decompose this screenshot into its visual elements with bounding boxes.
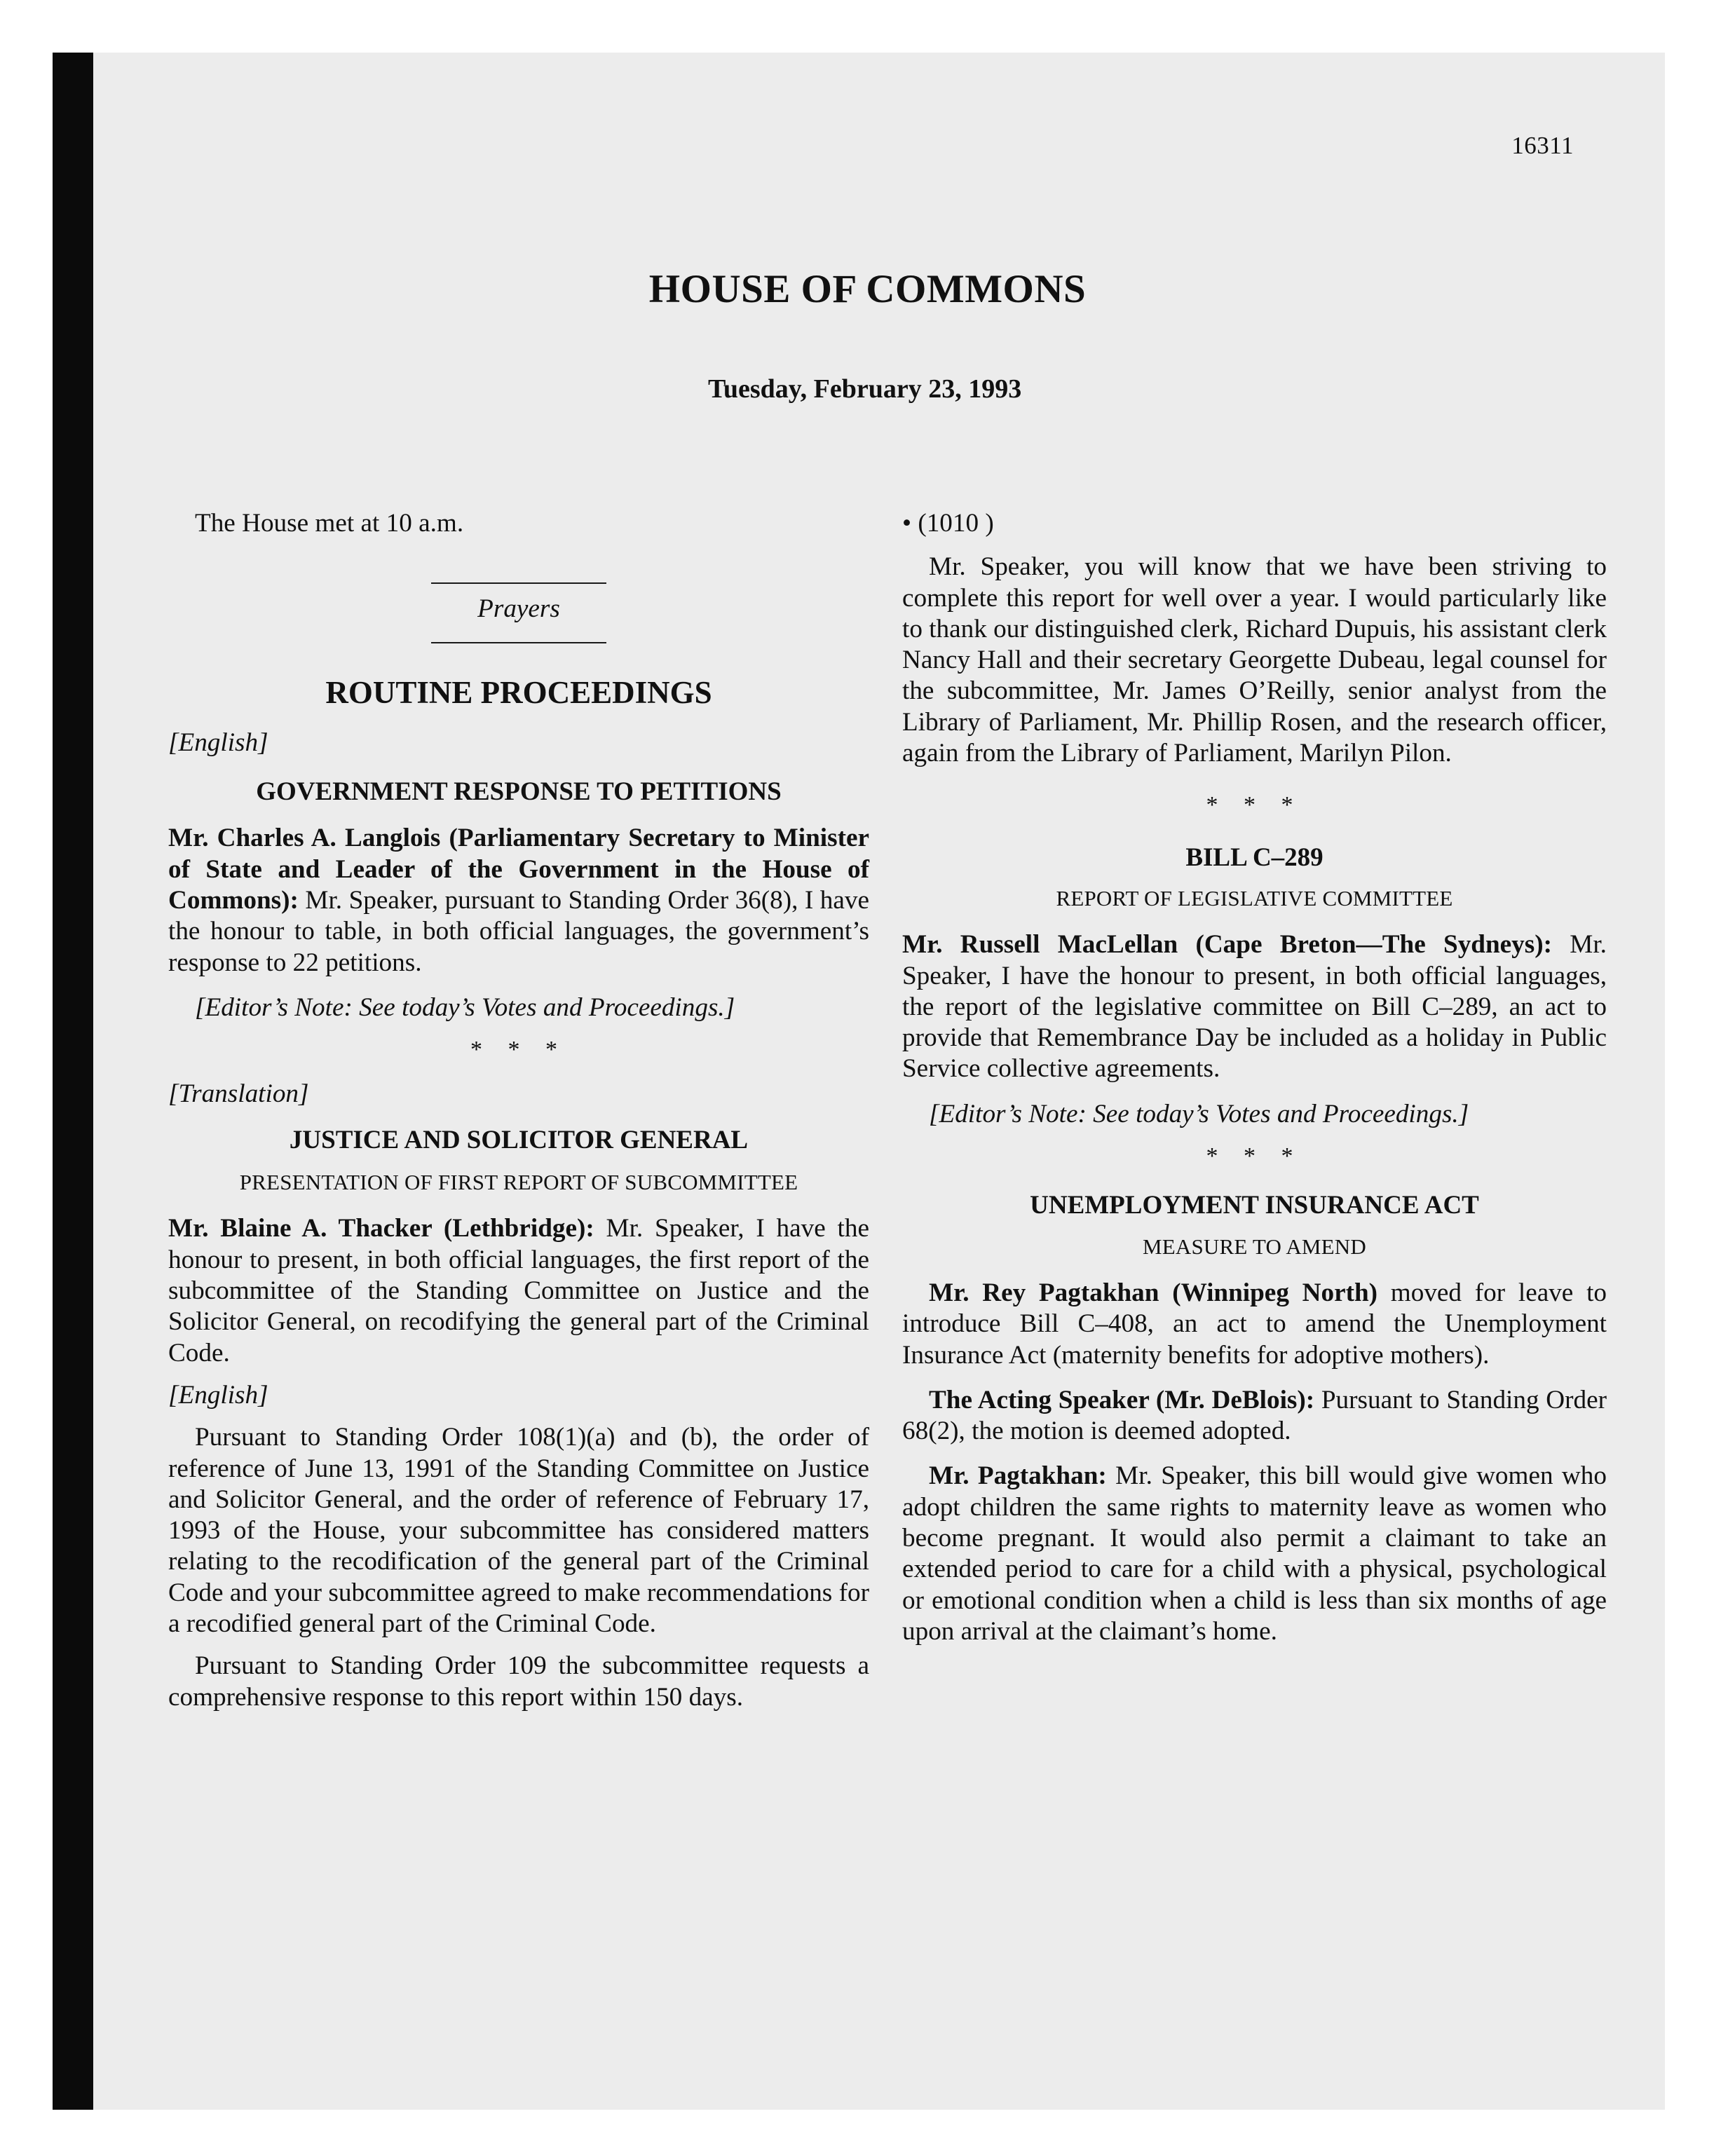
divider-rule	[431, 582, 606, 584]
page-title: HOUSE OF COMMONS	[648, 267, 1087, 311]
language-marker: [English]	[168, 728, 268, 757]
editors-note: [Editor’s Note: See today’s Votes and Proceedings.]	[195, 992, 735, 1022]
maclellan-statement	[902, 929, 1607, 1084]
language-marker: [Translation]	[168, 1079, 309, 1108]
left-column	[168, 508, 869, 1713]
speaker-name: The Acting Speaker (Mr. DeBlois):	[929, 1385, 1315, 1414]
pagtakhan-statement	[902, 1461, 1607, 1647]
statement-text: Mr. Speaker, I have the honour to present, in both official languages, the report of the legislative committee on Bill C–289, an act to provide that Remembrance Day be included as a holiday in Public Service collective agreements.	[902, 930, 1607, 1084]
speaker-name: Mr. Rey Pagtakhan (Winnipeg North)	[929, 1278, 1378, 1307]
report-paragraph: Pursuant to Standing Order 108(1)(a) and (b), the order of reference of June 13, 1991 of the Standing Committee on Justice and Solicitor General, and the order of reference of February 17, 1993 of the House, your subcommittee has considered matters relating to the recodification of the general part of the Criminal Code and your subcommittee agreed to make recommendations for a recodified general part of the Criminal Code.	[168, 1423, 869, 1639]
thacker-statement	[168, 1213, 869, 1368]
speaker-name: Mr. Charles A. Langlois (Parliamentary Secretary to Minister of State and Leader of the Government in the House of Commons):	[168, 824, 869, 915]
speaker-name: Mr. Russell MacLellan (Cape Breton—The Sydneys):	[902, 930, 1552, 960]
bill-subheading: REPORT OF LEGISLATIVE COMMITTEE	[1056, 885, 1453, 910]
petitions-statement	[168, 823, 869, 978]
bill-heading: BILL C–289	[1185, 842, 1324, 872]
timestamp: • (1010 )	[902, 509, 994, 538]
right-column	[902, 508, 1607, 1647]
section-separator: * * *	[1206, 792, 1303, 819]
page-number: 16311	[1511, 132, 1574, 159]
petitions-heading: GOVERNMENT RESPONSE TO PETITIONS	[256, 777, 782, 807]
divider-rule	[431, 642, 606, 643]
section-separator: * * *	[470, 1037, 567, 1063]
ui-act-subheading: MEASURE TO AMEND	[1143, 1234, 1366, 1259]
statement-text: Mr. Speaker, this bill would give women who adopt children the same rights to maternity leave as women who become pregnant. It would also permit a claimant to take an extended period to care for a child with a physical, psychological or emotional condition when a child is less than six months of age upon arrival at the claimant’s home.	[902, 1461, 1607, 1646]
scan-edge-shadow	[53, 53, 93, 2110]
routine-proceedings-heading: ROUTINE PROCEEDINGS	[325, 674, 712, 710]
ui-act-heading: UNEMPLOYMENT INSURANCE ACT	[1030, 1191, 1479, 1220]
opening-line: The House met at 10 a.m.	[195, 509, 464, 538]
pagtakhan-motion	[902, 1278, 1607, 1371]
report-paragraph: Pursuant to Standing Order 109 the subcommittee requests a comprehensive response to this report within 150 days.	[168, 1651, 869, 1712]
justice-heading: JUSTICE AND SOLICITOR GENERAL	[289, 1125, 749, 1154]
statement-text: Pursuant to Standing Order 68(2), the motion is deemed adopted.	[902, 1385, 1607, 1446]
statement-text: moved for leave to introduce Bill C–408, an act to amend the Unemployment Insurance Act (maternity benefits for adoptive mothers).	[902, 1278, 1607, 1370]
speaker-name: Mr. Pagtakhan:	[929, 1461, 1107, 1491]
section-separator: * * *	[1206, 1143, 1303, 1170]
acting-speaker-statement	[902, 1385, 1607, 1447]
statement-text: Mr. Speaker, I have the honour to present, in both official languages, the first report of the subcommittee of the Standing Committee on Justice and the Solicitor General, on recodifying the general part of the Criminal Code.	[168, 1214, 869, 1367]
justice-subheading: PRESENTATION OF FIRST REPORT OF SUBCOMMITTEE	[239, 1170, 798, 1195]
sitting-date: Tuesday, February 23, 1993	[708, 374, 1022, 404]
report-paragraph: Mr. Speaker, you will know that we have been striving to complete this report for well over a year. I would particularly like to thank our distinguished clerk, Richard Dupuis, his assistant clerk Nancy Hall and their secretary Georgette Dubeau, legal counsel for the subcommittee, Mr. James O’Reilly, senior analyst from the Library of Parliament, Mr. Phillip Rosen, and the research officer, again from the Library of Parliament, Marilyn Pilon.	[902, 552, 1607, 768]
statement-text: Mr. Speaker, pursuant to Standing Order 36(8), I have the honour to table, in both official languages, the government’s response to 22 petitions.	[168, 886, 869, 977]
editors-note: [Editor’s Note: See today’s Votes and Proceedings.]	[929, 1099, 1469, 1128]
prayers-heading: Prayers	[477, 594, 560, 624]
language-marker: [English]	[168, 1380, 268, 1410]
speaker-name: Mr. Blaine A. Thacker (Lethbridge):	[168, 1214, 594, 1243]
